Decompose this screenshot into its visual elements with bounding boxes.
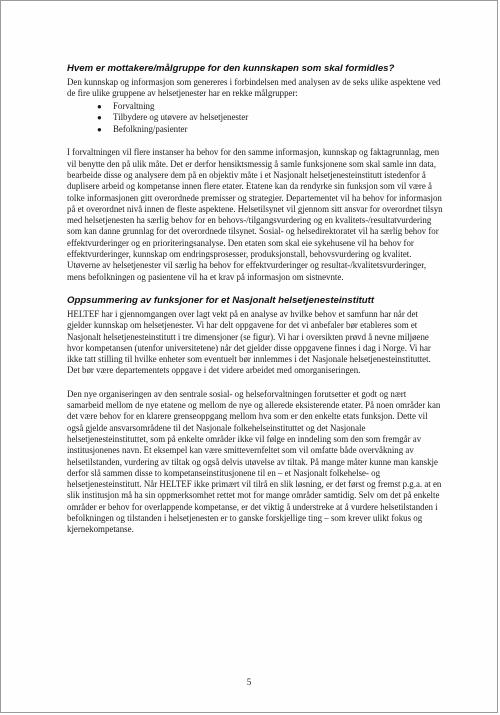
target-group-list xyxy=(67,101,443,136)
list-item-label: Forvaltning xyxy=(113,100,155,111)
list-item-label: Tilbydere og utøvere av helsetjenester xyxy=(113,112,249,123)
list-item-label: Befolkning/pasienter xyxy=(113,123,188,134)
bullet-dot-icon: ● xyxy=(97,101,102,111)
section-heading-target-audience: Hvem er mottakere/målgruppe for den kunnskapen som skal formidles? xyxy=(67,63,395,74)
administration-paragraph: I forvaltningen vil flere instanser ha behov for den samme informasjon, kunnskap og faktagrunnlag, men vil benytte den på ulik måte. Det er derfor hensiktsmessig å samle funksjonene som skal samle inn data, bearbeide disse og analysere dem på en objektiv måte i et Nasjonalt helsetjenesteinstitutt istedenfor å duplisere arbeid og kompetanse innen flere etater. Etatene kan da rendyrke sin funksjon som vil være å tolke informasjonen gitt overordnede premisser og strategier. Departementet vil ha behov for informasjon på et overordnet nivå innen de fleste aspektene. Helsetilsynet vil gjennom sitt ansvar for overordnet tilsyn med helsetjenesten ha særlig behov for en behovs-/tilgangsvurdering og en kvalitets-/resultatvurdering som kan danne grunnlag for det overordnede tilsynet. Sosial- og helsedirektoratet vil ha særlig behov for effektvurderinger og en prioriteringsanalyse. Den etaten som skal eie sykehusene vil ha behov for effektvurderinger, kunnskap om endringsprosesser, produksjonstall, behovsvurdering og kvalitet. Utøverne av helsetjenester vil særlig ha behov for effektvurderinger og resultat-/kvalitetsvurderinger, mens befolkningen og pasientene vil ha et krav på informasjon om sistnevnte. xyxy=(67,147,443,282)
bullet-dot-icon: ● xyxy=(97,113,102,123)
heltef-paragraph: HELTEF har i gjennomgangen over lagt vekt på en analyse av hvilke behov et samfunn har når det gjelder kunnskap om helsetjenester. Vi har delt oppgavene for det vi anbefaler bør etableres som et Nasjonalt helsetjenesteinstitutt i tre dimensjoner (se figur). Vi har i oversikten prøvd å nevne miljøene hvor kompetansen (utenfor universitetene) når det gjelder disse oppgavene finnes i dag i Norge. Vi har ikke tatt stilling til hvilke enheter som eventuelt bør innlemmes i det Nasjonale helsetjenesteinstituttet. Det bør være departementets oppgave i det videre arbeidet med omorganiseringen. xyxy=(67,308,431,376)
section-heading-summary: Oppsummering av funksjoner for et Nasjonalt helsetjenesteinstitutt xyxy=(67,294,375,306)
list-item xyxy=(97,112,443,124)
bullet-dot-icon: ● xyxy=(97,124,102,134)
page-number: 5 xyxy=(246,677,252,687)
list-item xyxy=(97,101,443,113)
list-item xyxy=(97,124,443,136)
intro-paragraph: Den kunnskap og informasjon som genereres i forbindelsen med analysen av de seks ulike aspektene ved de fire ulike gruppene av helsetjenester har en rekke målgrupper: xyxy=(67,77,441,99)
page-content xyxy=(67,63,443,536)
organisation-paragraph: Den nye organiseringen av den sentrale sosial- og helseforvaltningen forutsetter et godt og nært samarbeid mellom de nye etatene og mellom de nye og allerede eksisterende etater. På noen områder kan det være behov for en klarere grenseoppgang mellom hva som er den enkelte etats funksjon. Dette vil også gjelde ansvarsområdene til det Nasjonale folkehelseinstituttet og det Nasjonale helsetjenesteinstituttet, som på enkelte områder ikke vil følge en inndeling som den som fremgår av institusjonenes navn. Et eksempel kan være smittevernfeltet som vil omfatte både overvåkning av helsetilstanden, vurdering av tiltak og også delvis utøvelse av tiltak. På mange måter kunne man kanskje derfor slå sammen disse to kompetanseinstitusjonene til en – et Nasjonalt folkehelse- og helsetjenesteinstitutt. Når HELTEF ikke primært vil tilrå en slik løsning, er det først og fremst p.g.a. at en slik institusjon må ha sin oppmerksomhet rettet mot for mange områder samtidig. Selv om det på enkelte områder er behov for overlappende kompetanse, er det viktig å understreke at å vurdere helsetilstanden i befolkningen og tilstanden i helsetjenesten er to ganske forskjellige ting – som krever ulikt fokus og kjernekompetanse. xyxy=(67,388,442,535)
